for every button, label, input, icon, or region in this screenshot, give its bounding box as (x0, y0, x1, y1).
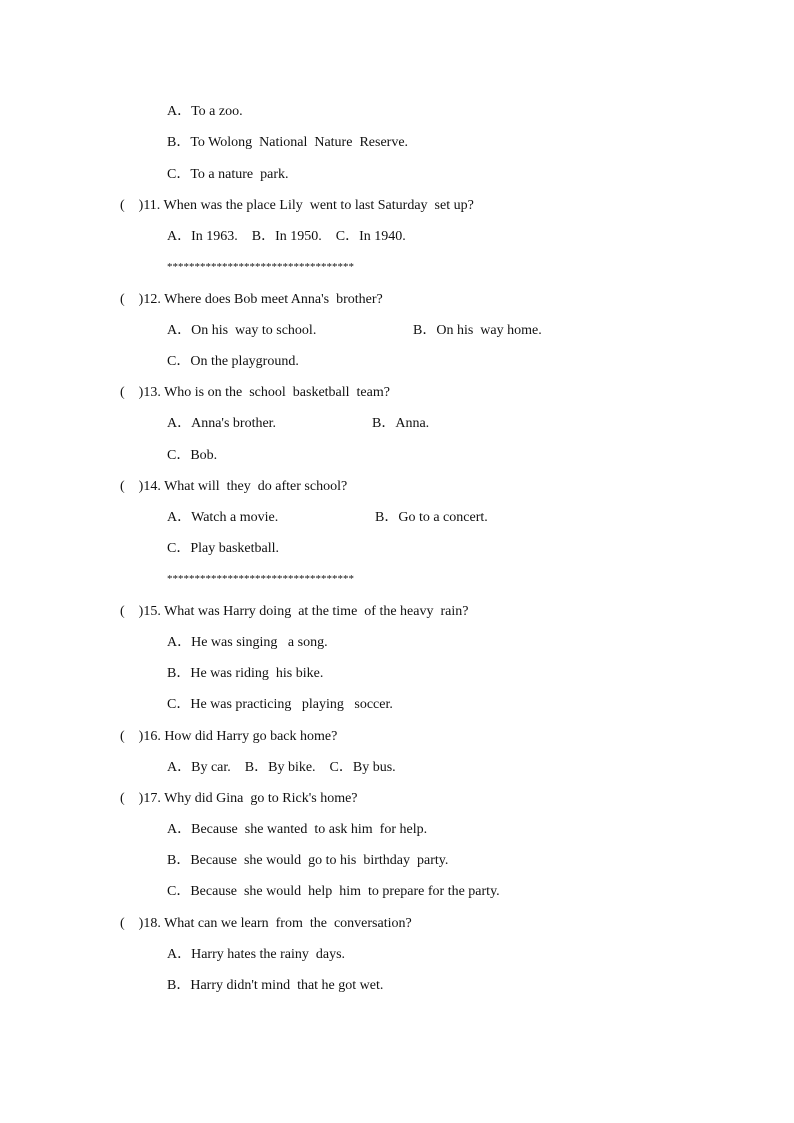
q16-stem: ( )16. How did Harry go back home? (120, 729, 338, 744)
q16-options: A．By car. B．By bike. C．By bus. (167, 760, 396, 775)
q17-stem: ( )17. Why did Gina go to Rick's home? (120, 791, 358, 806)
q18-option-a: A．Harry hates the rainy days. (167, 947, 346, 962)
section-separator: ********************************** (167, 573, 354, 585)
q12-option-c: C．On the playground. (167, 354, 299, 369)
q10-option-a: A．To a zoo. (167, 104, 243, 119)
q13-option-c: C．Bob. (167, 448, 218, 463)
q14-option-a: A．Watch a movie. (167, 510, 279, 525)
q18-option-b: B．Harry didn't mind that he got wet. (167, 978, 384, 993)
q15-option-a: A．He was singing a song. (167, 635, 328, 650)
q18-stem: ( )18. What can we learn from the conversation? (120, 916, 412, 931)
q13-stem: ( )13. Who is on the school basketball team? (120, 385, 390, 400)
q15-stem: ( )15. What was Harry doing at the time of the heavy rain? (120, 604, 469, 619)
q12-option-b: B．On his way home. (413, 323, 542, 338)
q14-stem: ( )14. What will they do after school? (120, 479, 348, 494)
q10-option-c: C．To a nature park. (167, 167, 289, 182)
q13-option-b: B．Anna. (372, 416, 430, 431)
q17-option-c: C．Because she would help him to prepare for the party. (167, 884, 500, 899)
q14-option-c: C．Play basketball. (167, 541, 279, 556)
q17-option-b: B．Because she would go to his birthday party. (167, 853, 449, 868)
q15-option-c: C．He was practicing playing soccer. (167, 697, 393, 712)
q15-option-b: B．He was riding his bike. (167, 666, 324, 681)
q11-stem: ( )11. When was the place Lily went to last Saturday set up? (120, 198, 474, 213)
q14-option-b: B．Go to a concert. (375, 510, 488, 525)
q12-stem: ( )12. Where does Bob meet Anna's brother? (120, 292, 383, 307)
q12-option-a: A．On his way to school. (167, 323, 317, 338)
q11-options: A．In 1963. B．In 1950. C．In 1940. (167, 229, 406, 244)
q13-option-a: A．Anna's brother. (167, 416, 277, 431)
q10-option-b: B．To Wolong National Nature Reserve. (167, 135, 409, 150)
q17-option-a: A．Because she wanted to ask him for help. (167, 822, 428, 837)
section-separator: ********************************** (167, 261, 354, 273)
